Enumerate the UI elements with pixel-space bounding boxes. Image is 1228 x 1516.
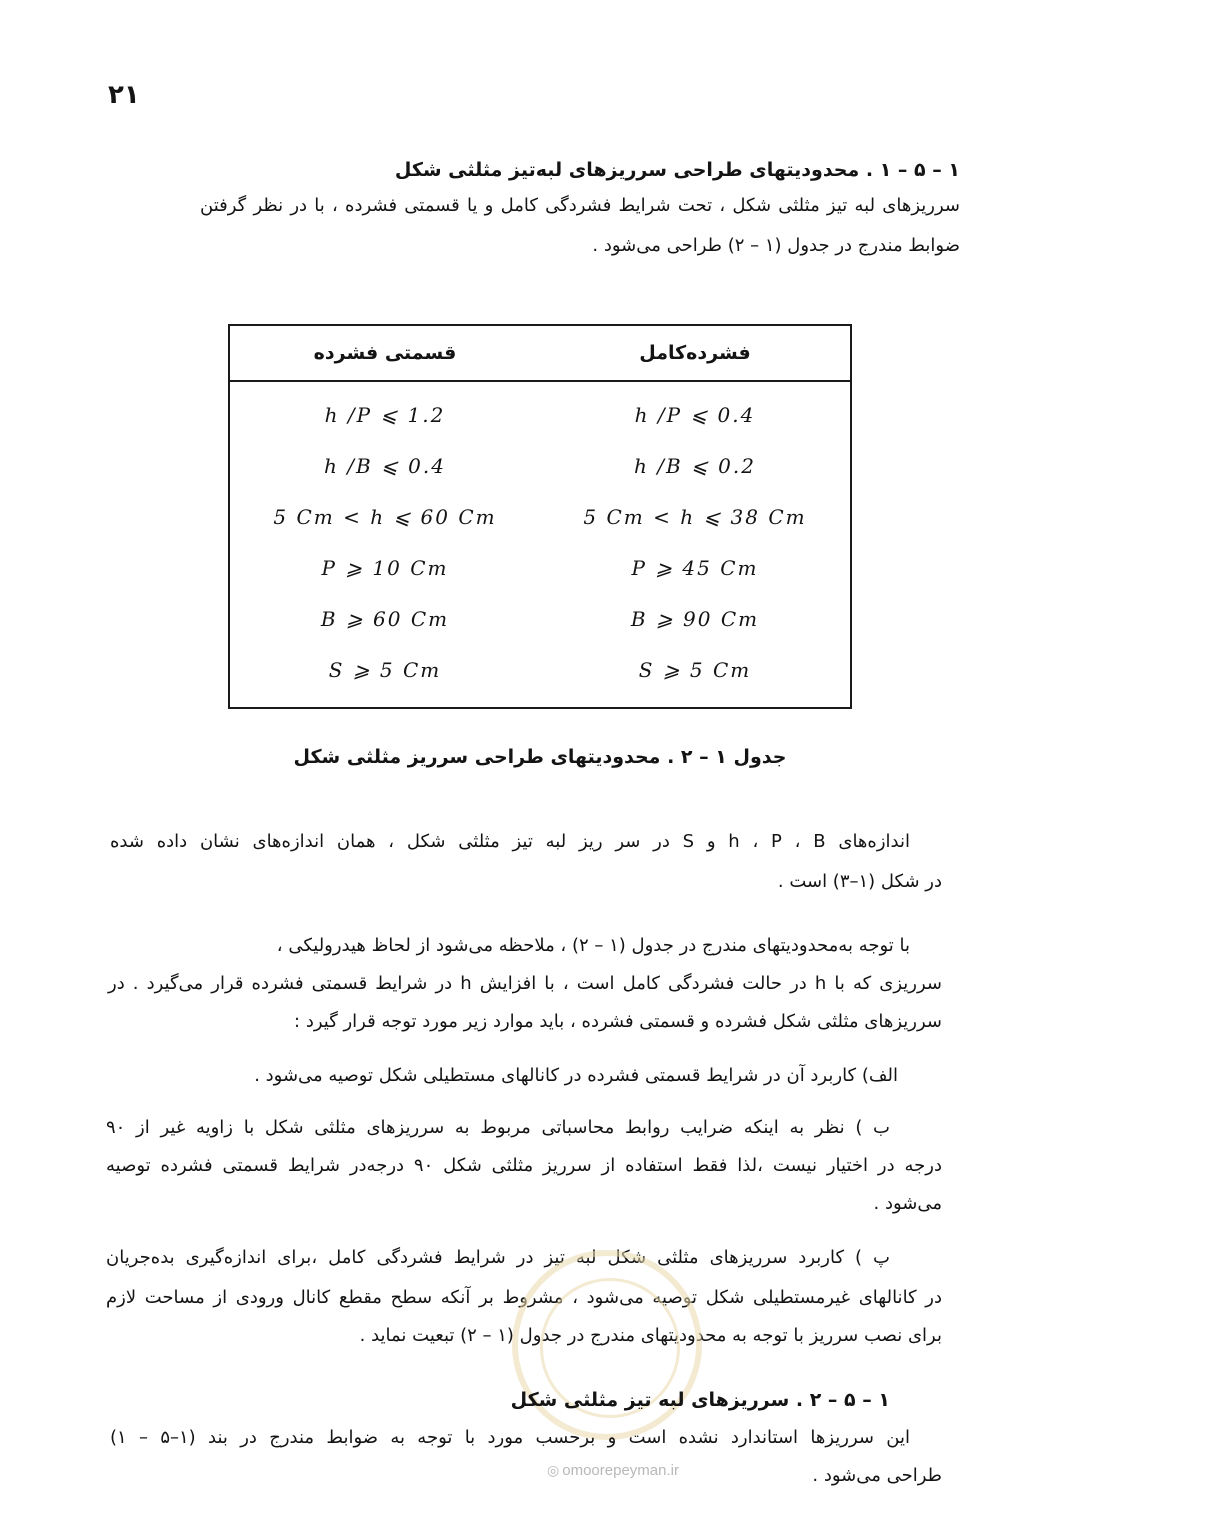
paragraph3-line-1: با توجه به‌محدودیتهای مندرج در جدول (۱ – ۲) ، ملاحظه می‌شود از لحاظ هیدرولیکی ، [276,935,910,956]
partial-condition: h /P ⩽ 1.2 [324,403,446,427]
item-be-line-2: درجه در اختیار نیست ،لذا فقط استفاده از سرریز مثلثی شکل ۹۰ درجه‌در شرایط قسمتی فشرده توصیه [106,1155,942,1176]
weir-limits-table [228,324,852,709]
section-heading-1-5-2: ۱ – ۵ – ۲ . سرریزهای لبه تیز مثلثی شکل [510,1389,890,1411]
paragraph3-line-3: سرریزهای مثلثی شکل فشرده و قسمتی فشرده ، باید موارد زیر مورد توجه قرار گیرد : [294,1011,942,1032]
section1-paragraph-line-2: ضوابط مندرج در جدول (۱ – ۲) طراحی می‌شود . [592,235,960,256]
item-be-line-3: می‌شود . [873,1193,942,1214]
section-heading-1-5-1: ۱ – ۵ – ۱ . محدودیتهای طراحی سرریزهای لبه‌تیز مثلثی شکل [394,159,960,181]
item-pe-line-2: در کانالهای غیرمستطیلی شکل توصیه می‌شود ، مشروط بر آنکه سطح مقطع کانال ورودی از مساحت لازم [106,1287,942,1308]
partial-condition: 5 Cm < h ⩽ 60 Cm [273,505,497,529]
section2-paragraph-line-1: این سرریزها استاندارد نشده است و برحسب مورد با توجه به ضوابط مندرج در بند (۱–۵ – ۱) [110,1427,911,1448]
partial-condition: B ⩾ 60 Cm [320,607,450,631]
full-condition: h /B ⩽ 0.2 [634,454,756,478]
item-pe-line-3: برای نصب سرریز با توجه به محدودیتهای مندرج در جدول (۱ – ۲) تبعیت نماید . [359,1325,942,1346]
partial-condition: h /B ⩽ 0.4 [324,454,446,478]
item-alef: الف) کاربرد آن در شرایط قسمتی فشرده در کانالهای مستطیلی شکل توصیه می‌شود . [254,1065,898,1086]
full-condition: P ⩾ 45 Cm [631,556,759,580]
item-pe-line-1: پ ) کاربرد سرریزهای مثلثی شکل لبه تیز در شرایط فشردگی کامل ،برای اندازه‌گیری بده‌جریان [106,1247,890,1268]
full-condition: 5 Cm < h ⩽ 38 Cm [583,505,807,529]
partial-condition: S ⩾ 5 Cm [328,658,442,682]
watermark-url-text: omoorepeyman.ir [562,1462,679,1479]
section1-paragraph-line-1: سرریزهای لبه تیز مثلثی شکل ، تحت شرایط فشردگی کامل و یا قسمتی فشرده ، با در نظر گرفتن [200,195,960,216]
section2-paragraph-line-2: طراحی می‌شود . [812,1465,942,1486]
full-condition: B ⩾ 90 Cm [630,607,760,631]
header-full-contraction: فشرده‌کامل [540,325,851,381]
full-condition: h /P ⩽ 0.4 [634,403,756,427]
item-be-line-1: ب ) نظر به اینکه ضرایب روابط محاسباتی مربوط به سرریزهای مثلثی شکل با زاویه غیر از ۹۰ [106,1117,890,1138]
table-caption: جدول ۱ – ۲ . محدودیتهای طراحی سرریز مثلثی شکل [293,746,787,768]
camera-icon: ◎ [547,1462,560,1478]
full-condition: S ⩾ 5 Cm [638,658,752,682]
paragraph3-line-2: سرریزی که با h در حالت فشردگی کامل است ، با افزایش h در شرایط قسمتی فشرده قرار می‌گیرد . در [108,973,942,994]
watermark-url [518,1462,708,1479]
paragraph2-line-2: در شکل (۱–۳) است . [777,871,942,892]
page-number: ۲۱ [108,80,140,110]
paragraph2-line-1: اندازه‌های h ، P ، B و S در سر ریز لبه تیز مثلثی شکل ، همان اندازه‌های نشان داده شده [110,831,911,852]
full-contraction-column [540,381,851,708]
partial-condition: P ⩾ 10 Cm [321,556,449,580]
partial-contraction-column [229,381,540,708]
header-partial-contraction: قسمتی فشرده [229,325,540,381]
